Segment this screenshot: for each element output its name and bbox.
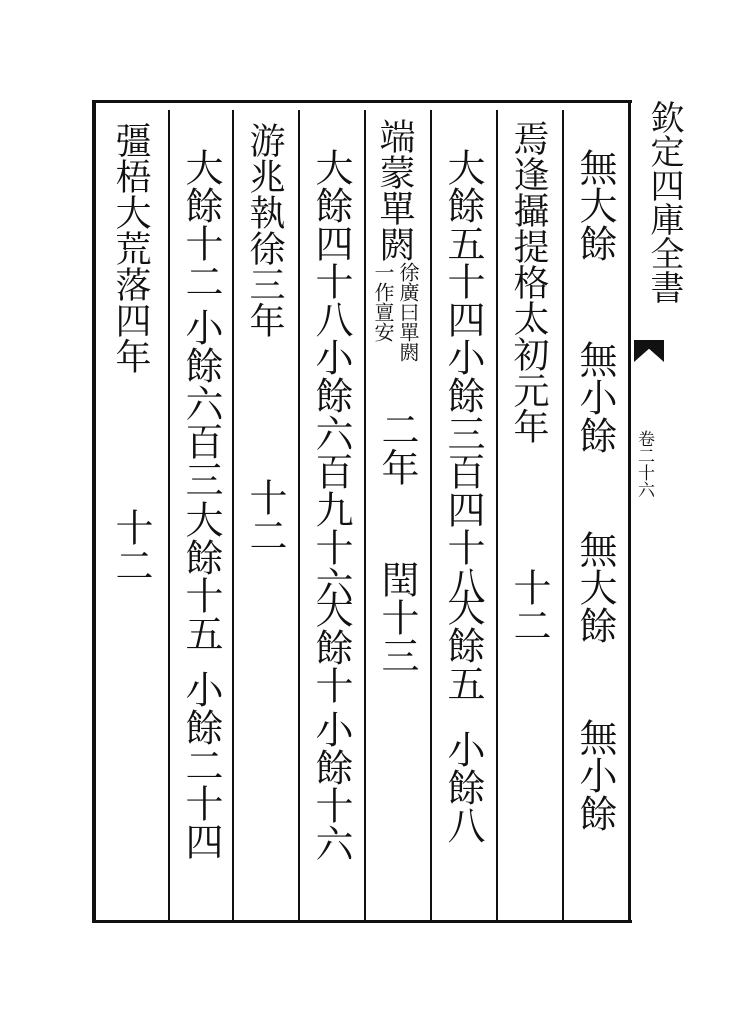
text-segment: 無大餘 [573,530,617,644]
text-segment: 大餘十五 [179,500,223,652]
bottom-border [92,920,632,923]
text-column-6 [234,110,298,920]
text-segment: 十二 [243,478,287,554]
text-segment: 無小餘 [573,718,617,832]
text-segment: 小餘八 [441,730,485,844]
text-column-5 [300,110,364,920]
text-segment: 小餘二十四 [179,670,223,860]
juan-label: 卷二十六 [634,430,654,498]
text-column-8 [98,110,162,920]
text-column-4 [366,110,430,920]
text-column-3 [432,110,496,920]
text-column-7 [170,110,234,920]
text-segment: 大餘十二 [179,148,223,300]
text-segment: 小餘三百四十八 [441,338,485,604]
top-border [92,100,632,103]
fish-tail-mark [634,340,664,362]
left-border [92,100,96,923]
text-segment: 大餘十 [309,590,353,704]
text-segment: 游兆執徐三年 [244,122,285,338]
right-border [628,100,631,923]
text-segment: 大餘五 [441,588,485,702]
text-segment: 小餘六百九十六 [309,338,353,604]
text-segment: 小餘十六 [309,710,353,862]
note-line: 一作亶安 [371,262,395,342]
text-segment: 端蒙單閼 [374,118,415,262]
text-segment: 十二 [109,508,153,584]
note-line: 徐廣曰單閼 [396,262,420,362]
annotation-note [372,262,418,362]
text-column-1 [564,110,628,920]
book-title: 欽定四庫全書 [644,100,684,304]
text-segment: 無大餘 [573,148,617,262]
text-segment: 二年 [375,410,419,486]
text-segment: 大餘四十八 [309,148,353,338]
text-segment: 焉逢攝提格太初元年 [508,120,549,444]
text-segment: 無小餘 [573,340,617,454]
text-column-2 [498,110,562,920]
text-segment: 大餘五十四 [441,148,485,338]
text-segment: 十二 [507,568,551,644]
text-segment: 閏十三 [375,560,419,674]
text-segment: 彊梧大荒落四年 [110,122,151,374]
text-segment: 小餘六百三 [179,308,223,498]
